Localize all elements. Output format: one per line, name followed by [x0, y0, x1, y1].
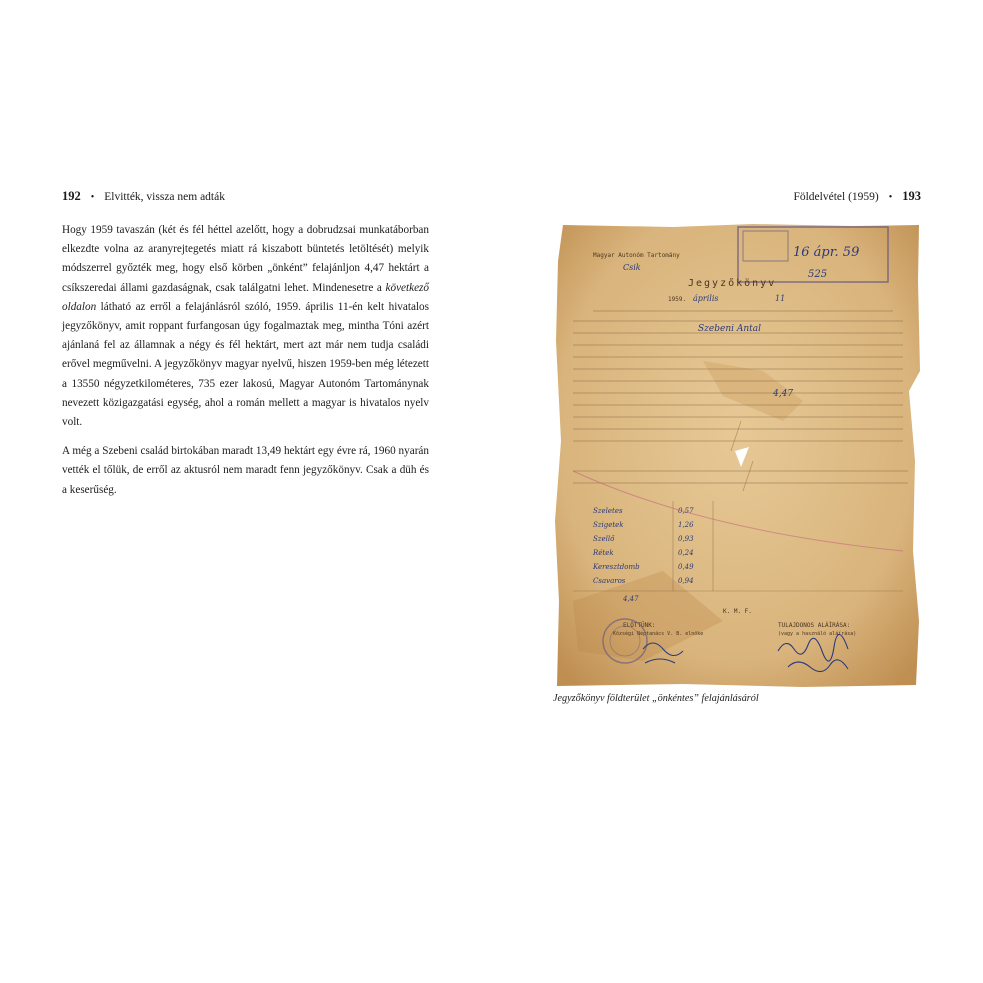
left-page-number: 192: [62, 189, 81, 203]
stamp-date: 16 ápr. 59: [793, 245, 860, 260]
paragraph-1-text-a: Hogy 1959 tavaszán (két és fél héttel azelőtt, hogy a dobrudzsai munkatáborban elkezdte volna az aranyrejtegetés miatt rá kiszabott büntetés letöltését) melyik módszerrel győzték meg, hogy első körben „önként” felajánljon 4,47 hektárt a csíkszeredai állami gazdaságnak, csak találgatni lehet. Mindenesetre a: [62, 224, 429, 294]
village-handwritten: Csik: [623, 263, 641, 272]
paragraph-1-italic: következő oldalon: [62, 281, 429, 313]
parcel-area: 0,94: [678, 577, 694, 585]
office-label: Magyar Autonóm Tartomány: [593, 252, 680, 259]
parcel-name: Szeletes: [593, 507, 623, 515]
document-heading: Jegyzőkönyv: [688, 278, 777, 289]
scanned-document-photo: [553, 221, 921, 688]
parcel-area: 0,24: [678, 549, 694, 557]
left-running-title: Elvitték, vissza nem adták: [104, 191, 225, 203]
sum-value: 4,47: [623, 595, 639, 603]
right-page-header: [793, 188, 921, 206]
parcel-area: 0,93: [678, 535, 694, 543]
parcel-area: 1,26: [678, 521, 694, 529]
parcel-name: Csavaros: [593, 577, 626, 585]
stamp-number: 525: [808, 269, 828, 280]
document-year: 1959.: [668, 296, 687, 303]
parcel-name: Rétek: [593, 549, 614, 557]
parcel-area: 0,57: [678, 507, 694, 515]
right-running-title: Földelvétel (1959): [793, 191, 879, 203]
figure-caption: Jegyzőkönyv földterület „önkéntes” felajánlásáról: [553, 693, 759, 704]
footer-right-label: TULAJDONOS ALÁÍRÁSA:: [778, 622, 851, 629]
parcel-name: Szigetek: [593, 521, 624, 529]
parcel-area: 0,49: [678, 563, 694, 571]
parcel-name: Szellő: [593, 535, 615, 543]
paragraph-1: [62, 221, 429, 432]
footer-left-label: ELŐTTÜNK:: [623, 622, 656, 629]
document-month: április: [693, 294, 719, 303]
footer-right-sublabel: (vagy a használó aláírása): [778, 631, 857, 637]
parcel-name: Keresztdomb: [593, 563, 640, 571]
paragraph-1-text-b: látható az erről a felajánlásról szóló, 1959. április 11-én kelt hivatalos jegyzőkönyv, amit roppant furfangosan úgy fogalmaztak meg, mintha Tóni azért ajánlaná fel az államnak a négy és fél hektárt, mert azt már nem tudja családi erővel megművelni. A jegyzőkönyv magyar nyelvű, hiszen 1959-ben még létezett a 13550 négyzetkilométeres, 735 ezer lakosú, Magyar Autonóm Tartománynak nevezett közigazgatási egység, ahol a román mellett a magyar is hivatalos nyelv volt.: [62, 300, 429, 429]
footer-left-sublabel: Községi Néptanács V. B. elnöke: [613, 631, 704, 637]
right-header-bullet: •: [888, 192, 893, 203]
owner-name: Szebeni Antal: [698, 324, 762, 334]
document-day: 11: [775, 294, 786, 303]
right-page-number: 193: [902, 189, 921, 203]
paragraph-2: A még a Szebeni család birtokában maradt 13,49 hektárt egy évre rá, 1960 nyarán vették el tőlük, de erről az aktusról nem maradt fenn jegyzőkönyv. Csak a düh és a keserűség.: [62, 445, 429, 496]
left-header-bullet: •: [90, 192, 95, 203]
left-page-header: [62, 188, 225, 206]
kmf-label: K. M. F.: [723, 608, 752, 615]
total-area: 4,47: [773, 389, 794, 399]
body-text: [62, 221, 429, 500]
